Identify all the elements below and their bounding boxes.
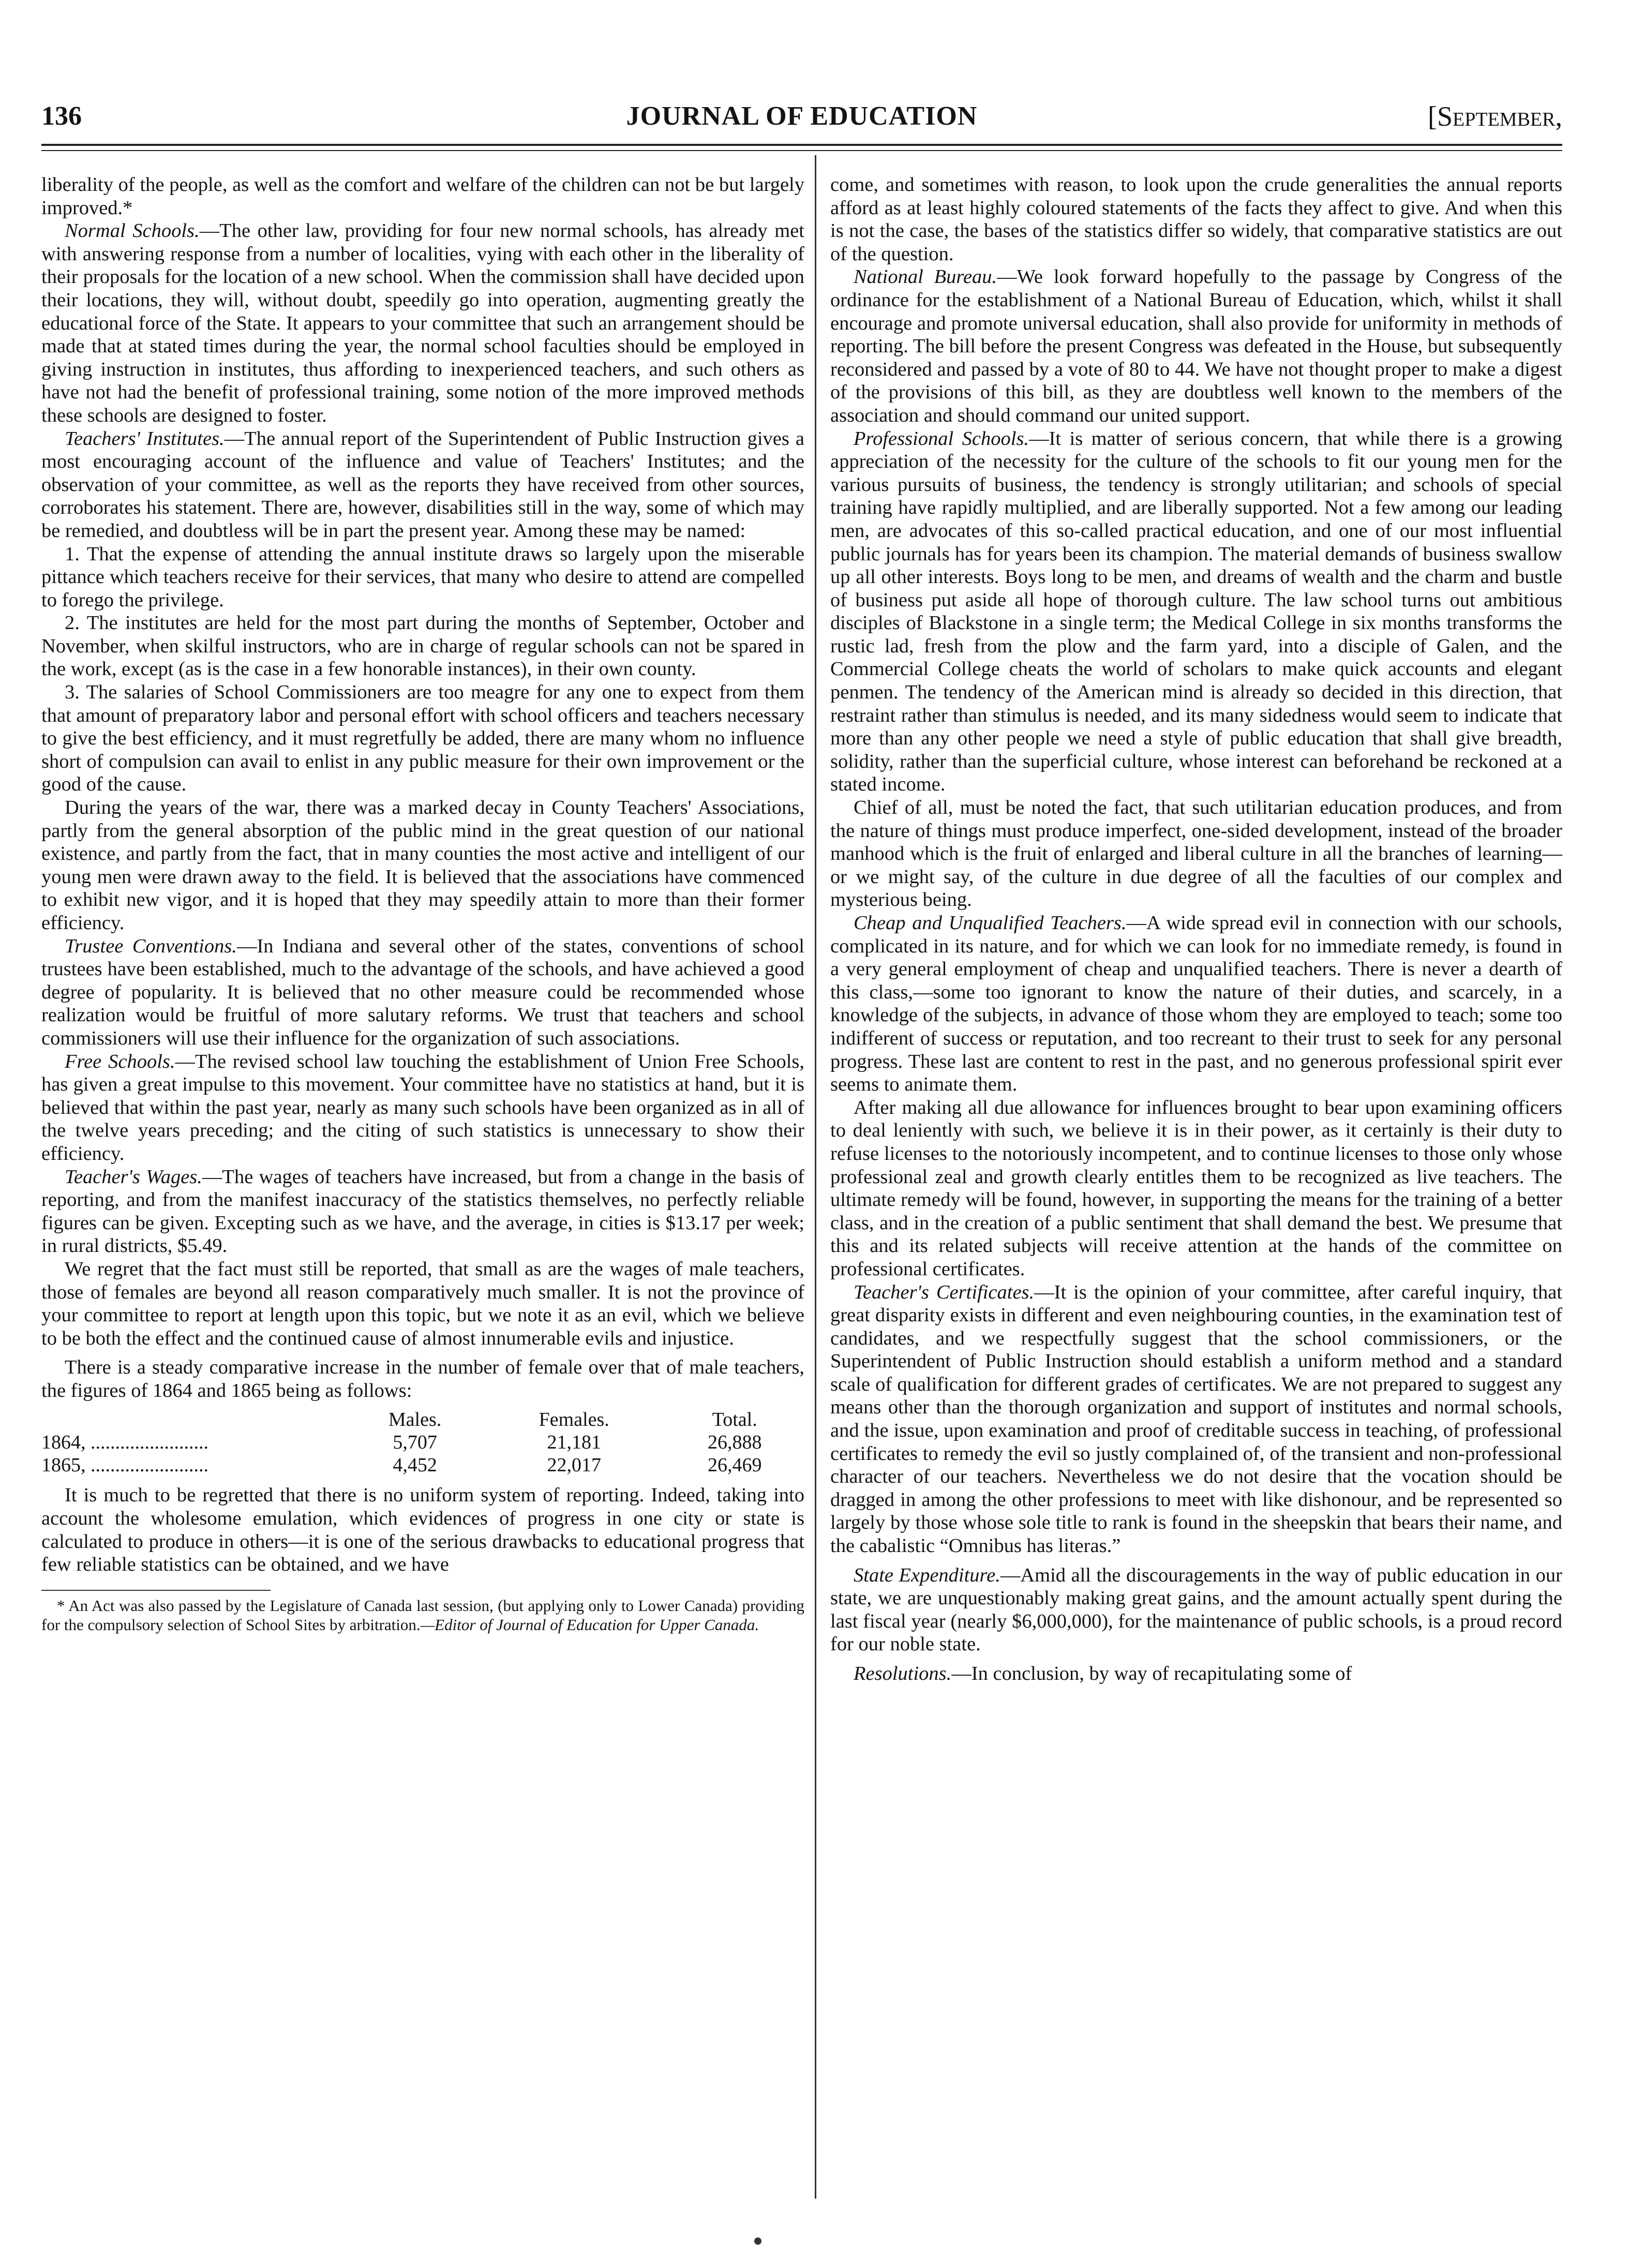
column-divider <box>815 155 816 2199</box>
section-body: —It is matter of serious concern, that while there is a growing appreciation of the necessity for the culture of the schools to fit our young men for the various pursuits of business, the tendency is strongly utilitarian; and schools of special training have rapidly multiplied, and are liberally supported. Not a few among our leading men, are advocates of this so-called practical education, and one of our most influential public journals has for years been its champion. The material demands of business swallow up all other interests. Boys long to be men, and dreams of wealth and the charm and bustle of business put aside all hope of thorough culture. The law school turns out ambitious disciples of Blackstone in a single term; the Medical College in six months transforms the rustic lad, fresh from the plow and the farm yard, into a disciple of Galen, and the Commercial College cheats the world of scholars to make quick accounts and elegant penmen. The tendency of the American mind is already so decided in this direction, that restraint rather than stimulus is needed, and its many sidedness would seem to indicate that more than any other people we need a style of public education that shall give breadth, solidity, rather than the superficial culture, whose interest can beforehand be reckoned at a stated income. <box>830 427 1562 796</box>
left-column <box>41 173 804 1634</box>
printer-mark <box>754 2237 761 2245</box>
paragraph-normal-schools <box>41 219 804 427</box>
running-title: JOURNAL OF EDUCATION <box>626 101 978 131</box>
section-body: —Amid all the discouragements in the way of public education in our state, we are unquestionably making great gains, and the amount actually spent during the last fiscal year (nearly $6,000,000), for the maintenance of public schools, is a proud record for our noble state. <box>830 1564 1562 1655</box>
section-heading: Free Schools. <box>65 1050 175 1072</box>
section-body: —A wide spread evil in connection with our schools, complicated in its nature, and for which we can look for no immediate remedy, is found in a very general employment of cheap and unqualified teachers. There is never a dearth of this class,—some too ignorant to know the nature of their duties, and scarcely, in a knowledge of the subjects, in advance of those whom they are employed to teach; some too indifferent of success or reputation, and too recreant to their trust to seek for any personal progress. These last are content to rest in the past, and no generous professional spirit ever seems to animate them. <box>830 912 1562 1096</box>
paragraph-teachers-wages <box>41 1166 804 1258</box>
teachers-table <box>41 1408 804 1476</box>
paragraph-professional-schools <box>830 427 1562 797</box>
section-body: —It is the opinion of your committee, after careful inquiry, that great disparity exists in different and even neighbouring counties, in the examination test of candidates, and we respectfully suggest that the school commissioners, or the Superintendent of Public Instruction should establish a uniform method and a standard scale of qualification for different grades of certificates. We are not prepared to suggest any means other than the thorough organization and support of institutes and normal schools, and the issue, upon examination and proof of creditable success in teaching, of professional certificates to remedy the evil so justly complained of, of the transient and non-professional character of our teachers. Nevertheless we do not desire that the vocation should be dragged in among the other professions to meet with like dishonour, and be represented so largely by those whose sole title to rank is found in the sheepskin that bears their name, and the cabalistic “Omnibus has literas.” <box>830 1281 1562 1557</box>
footnote-editor: —Editor of Journal of Education for Upper Canada. <box>420 1615 759 1634</box>
section-body: —The annual report of the Superintendent of Public Instruction gives a most encouraging account of the influence and value of Teachers' Institutes; and the observation of your committee, as well as the reports they have received from other sources, corroborates his statement. There are, however, disabilities still in the way, some of which may be remedied, and doubtless will be in part the present year. Among these may be named: <box>41 427 804 542</box>
paragraph: After making all due allowance for influences brought to bear upon examining officers to deal leniently with such, we believe it is in their power, as it certainly is their duty to refuse licenses to the notoriously incompetent, and to continue licenses to those only whose professional zeal and growth clearly entitles them to be recognized as live teachers. The ultimate remedy will be found, however, in supporting the means for the training of a better class, and in the creation of a public sentiment that shall demand the best. We presume that this and its related subjects will receive attention at the hands of the committee on professional certificates. <box>830 1096 1562 1280</box>
section-heading: Teacher's Certificates. <box>854 1281 1035 1303</box>
paragraph-teachers-institutes <box>41 427 804 543</box>
table-cell: 26,469 <box>707 1454 762 1476</box>
section-body: —We look forward hopefully to the passage by Congress of the ordinance for the establishment of a National Bureau of Education, which, whilst it shall encourage and promote universal education, shall also provide for uniformity in methods of reporting. The bill before the present Congress was defeated in the House, but subsequently reconsidered and passed by a vote of 80 to 44. We have not thought proper to make a digest of the provisions of this bill, as they are doubtless well known to the members of the association and should command our united support. <box>830 266 1562 426</box>
table-header: Males. <box>388 1409 442 1431</box>
right-column <box>830 173 1562 1685</box>
list-item: 3. The salaries of School Commissioners are too meagre for any one to expect from them that amount of preparatory labor and personal effort with school officers and teachers necessary to give the best efficiency, and it must regretfully be added, there are many whom no influence short of compulsion can avail to enlist in any public measure for their own improvement or the good of the cause. <box>41 681 804 796</box>
section-heading: Normal Schools. <box>65 220 200 242</box>
section-heading: State Expenditure. <box>854 1564 1000 1586</box>
table-cell: 22,017 <box>547 1454 601 1476</box>
footnote-text: * An Act was also passed by the Legislature of Canada last session, (but applying only to Lower Canada) providing for the compulsory selection of School Sites by arbitration. <box>41 1596 804 1634</box>
section-body: —In conclusion, by way of recapitulating some of <box>951 1663 1352 1684</box>
paragraph-resolutions <box>830 1662 1562 1685</box>
paragraph: Chief of all, must be noted the fact, that such utilitarian education produces, and from the nature of things must produce imperfect, one-sided development, instead of the broader manhood which is the fruit of enlarged and liberal culture in all the branches of learning—or we might say, of the culture in due degree of all the faculties of our complex and mysterious being. <box>830 797 1562 911</box>
section-heading: Teachers' Institutes. <box>65 427 225 450</box>
table-header: Females. <box>539 1409 609 1431</box>
paragraph: There is a steady comparative increase in the number of female over that of male teachers, the figures of 1864 and 1865 being as follows: <box>41 1356 804 1401</box>
running-month: [September, <box>1428 101 1562 132</box>
section-heading: Teacher's Wages. <box>65 1166 202 1188</box>
paragraph: During the years of the war, there was a marked decay in County Teachers' Associations, partly from the general absorption of the public mind in the great question of our national existence, and partly from the fact, that in many counties the most active and intelligent of our young men were drawn away to the field. It is believed that the associations have commenced to exhibit new vigor, and it is hoped that they may speedily attain to more than their former efficiency. <box>41 797 804 934</box>
table-header-row <box>41 1408 804 1431</box>
header-rule-thick <box>41 144 1562 146</box>
table-cell-year: 1865, ........................ <box>41 1454 208 1476</box>
table-cell: 5,707 <box>393 1431 437 1454</box>
section-heading: National Bureau. <box>854 266 997 288</box>
page-number: 136 <box>41 101 82 131</box>
list-item: 1. That the expense of attending the annual institute draws so largely upon the miserable pittance which teachers receive for their services, that many who desire to attend are compelled to forego the privilege. <box>41 543 804 611</box>
section-heading: Cheap and Unqualified Teachers. <box>854 912 1127 934</box>
section-heading: Trustee Conventions. <box>65 935 237 957</box>
table-cell-year: 1864, ........................ <box>41 1431 208 1454</box>
header-rule-thin <box>41 150 1562 151</box>
page-header <box>41 98 1562 135</box>
paragraph: It is much to be regretted that there is no uniform system of reporting. Indeed, taking into account the wholesome emulation, which evidences of progress in one city or state is calculated to produce in others—it is one of the serious drawbacks to educational progress that few reliable statistics can be obtained, and we have <box>41 1484 804 1576</box>
paragraph-teachers-certificates <box>830 1281 1562 1558</box>
table-row <box>41 1431 804 1454</box>
section-heading: Professional Schools. <box>854 427 1029 450</box>
table-cell: 21,181 <box>547 1431 601 1454</box>
paragraph: liberality of the people, as well as the comfort and welfare of the children can not be but largely improved.* <box>41 174 804 219</box>
table-header: Total. <box>712 1409 757 1431</box>
footnote <box>41 1596 804 1634</box>
paragraph-free-schools <box>41 1050 804 1166</box>
section-body: —The other law, providing for four new normal schools, has already met with answering response from a number of localities, vying with each other in the liberality of their proposals for the location of a new school. When the commission shall have decided upon their locations, they will, without doubt, speedily go into operation, augmenting greatly the educational force of the State. It appears to your committee that such an arrangement should be made that at stated times during the year, the normal school faculties should be employed in giving instruction in institutes, thus affording to inexperienced teachers, and such others as have not had the benefit of professional training, some notion of the more improved methods these schools are designed to foster. <box>41 220 804 426</box>
section-body: —The wages of teachers have increased, but from a change in the basis of reporting, and from the manifest inaccuracy of the statistics themselves, no perfectly reliable figures can be given. Excepting such as we have, and the average, in cities is $13.17 per week; in rural districts, $5.49. <box>41 1166 804 1257</box>
section-body: —In Indiana and several other of the states, conventions of school trustees have been established, much to the advantage of the schools, and have achieved a good degree of popularity. It is believed that no other measure could be recommended whose realization would be fruitful of more salutary reforms. We trust that teachers and school commissioners will use their influence for the organization of such associations. <box>41 935 804 1049</box>
section-body: —The revised school law touching the establishment of Union Free Schools, has given a great impulse to this movement. Your committee have no statistics at hand, but it is believed that within the past year, nearly as many such schools have been organized as in all of the twelve years preceding; and the citing of such statistics is unnecessary to show their efficiency. <box>41 1050 804 1165</box>
paragraph: come, and sometimes with reason, to look upon the crude generalities the annual reports afford as at least highly coloured statements of the facts they affect to give. And when this is not the case, the bases of the statistics differ so widely, that comparative statistics are out of the question. <box>830 174 1562 265</box>
table-row <box>41 1454 804 1476</box>
table-cell: 4,452 <box>393 1454 437 1476</box>
paragraph: We regret that the fact must still be reported, that small as are the wages of male teachers, those of females are beyond all reason comparatively much smaller. It is not the province of your committee to report at length upon this topic, but we note it as an evil, which we believe to be both the effect and the continued cause of almost innumerable evils and injustice. <box>41 1258 804 1349</box>
footnote-rule <box>41 1590 271 1591</box>
paragraph-state-expenditure <box>830 1564 1562 1656</box>
paragraph-trustee-conventions <box>41 935 804 1050</box>
section-heading: Resolutions. <box>854 1663 952 1684</box>
paragraph-national-bureau <box>830 265 1562 427</box>
table-cell: 26,888 <box>707 1431 762 1454</box>
paragraph-cheap-teachers <box>830 912 1562 1096</box>
list-item: 2. The institutes are held for the most part during the months of September, October and November, when skilful instructors, who are in charge of regular schools can not be spared in the work, except (as is the case in a few honorable instances), in their own county. <box>41 612 804 680</box>
